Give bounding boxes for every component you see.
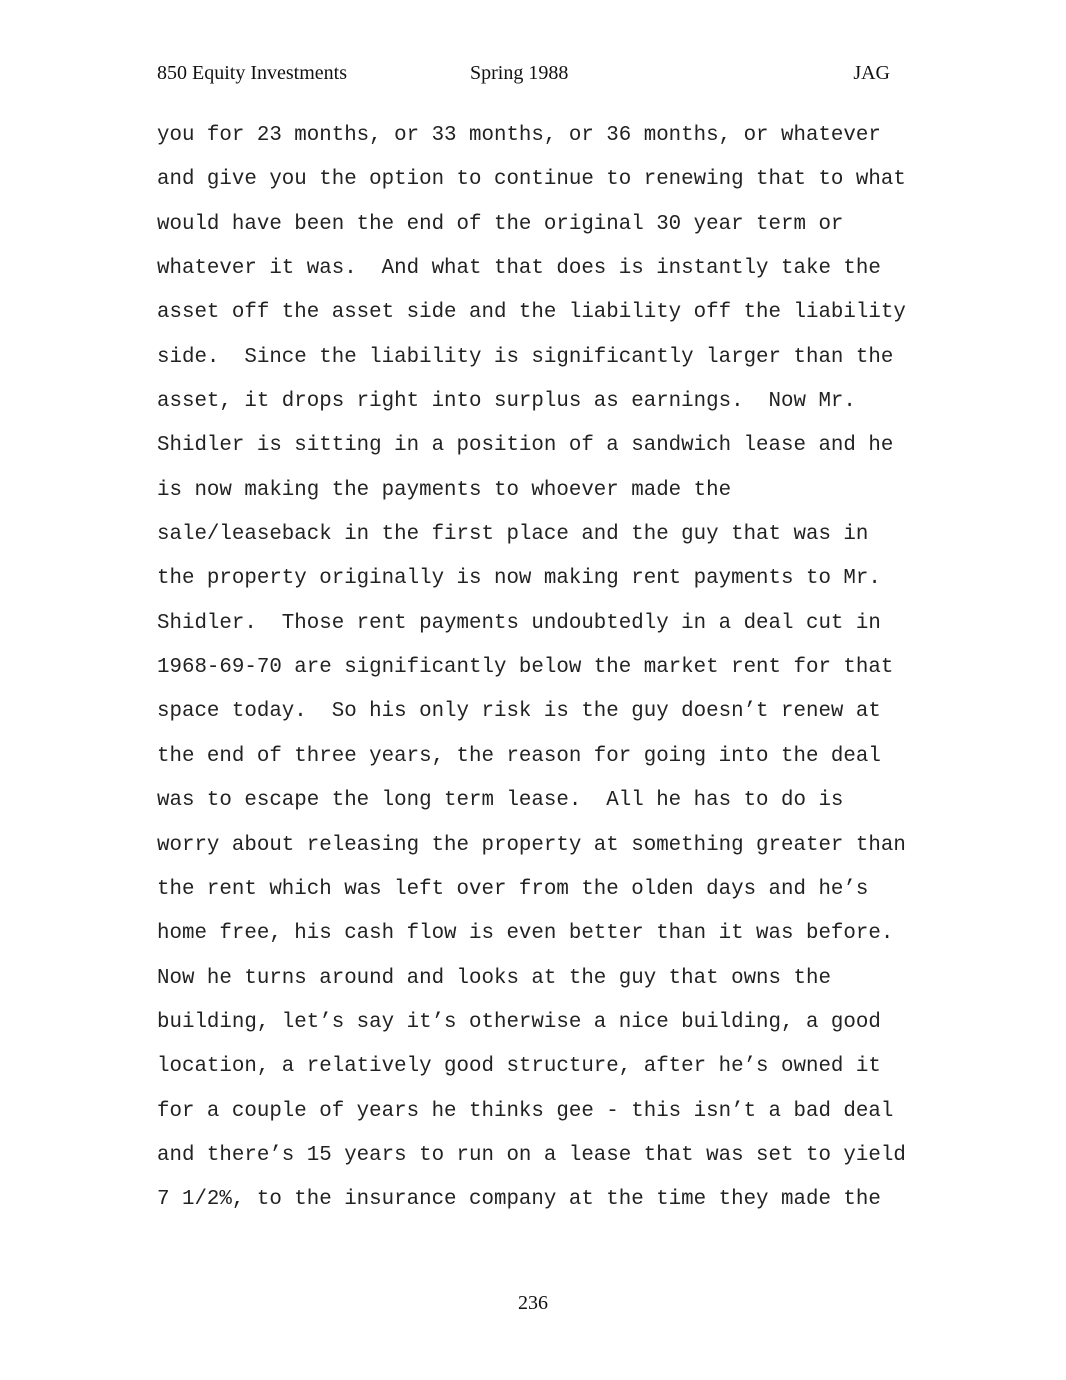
body-line: space today. So his only risk is the guy doesn’t renew at: [157, 700, 881, 724]
transcript-body: [157, 120, 937, 1229]
body-line: Now he turns around and looks at the guy that owns the: [157, 966, 831, 990]
body-line: home free, his cash flow is even better than it was before.: [157, 922, 894, 946]
body-line: and give you the option to continue to renewing that to what: [157, 168, 906, 192]
page-header: [157, 62, 890, 92]
body-line: side. Since the liability is significantly larger than the: [157, 345, 894, 369]
body-line: sale/leaseback in the first place and the guy that was in: [157, 523, 869, 547]
page-number: 236: [518, 1292, 548, 1314]
body-line: would have been the end of the original 30 year term or: [157, 212, 844, 236]
header-course-title: 850 Equity Investments: [157, 62, 347, 84]
body-line: the end of three years, the reason for going into the deal: [157, 744, 881, 768]
body-line: asset, it drops right into surplus as earnings. Now Mr.: [157, 390, 856, 414]
body-line: 1968-69-70 are significantly below the market rent for that: [157, 656, 894, 680]
body-line: the rent which was left over from the olden days and he’s: [157, 877, 869, 901]
header-term: Spring 1988: [470, 62, 569, 84]
body-line: asset off the asset side and the liability off the liability: [157, 301, 906, 325]
body-line: Shidler. Those rent payments undoubtedly in a deal cut in: [157, 611, 881, 635]
body-line: location, a relatively good structure, after he’s owned it: [157, 1055, 881, 1079]
body-line: you for 23 months, or 33 months, or 36 months, or whatever: [157, 124, 881, 147]
body-line: building, let’s say it’s otherwise a nice building, a good: [157, 1010, 881, 1034]
body-line: the property originally is now making rent payments to Mr.: [157, 567, 881, 591]
body-line: and there’s 15 years to run on a lease that was set to yield: [157, 1143, 906, 1167]
body-line: Shidler is sitting in a position of a sandwich lease and he: [157, 434, 894, 458]
body-line: 7 1/2%, to the insurance company at the time they made the: [157, 1188, 881, 1212]
body-line: worry about releasing the property at something greater than: [157, 833, 906, 857]
header-initials: JAG: [853, 62, 890, 84]
body-line: whatever it was. And what that does is instantly take the: [157, 257, 881, 281]
body-line: is now making the payments to whoever made the: [157, 478, 732, 502]
body-line: was to escape the long term lease. All he has to do is: [157, 789, 844, 813]
body-line: for a couple of years he thinks gee - this isn’t a bad deal: [157, 1099, 894, 1123]
